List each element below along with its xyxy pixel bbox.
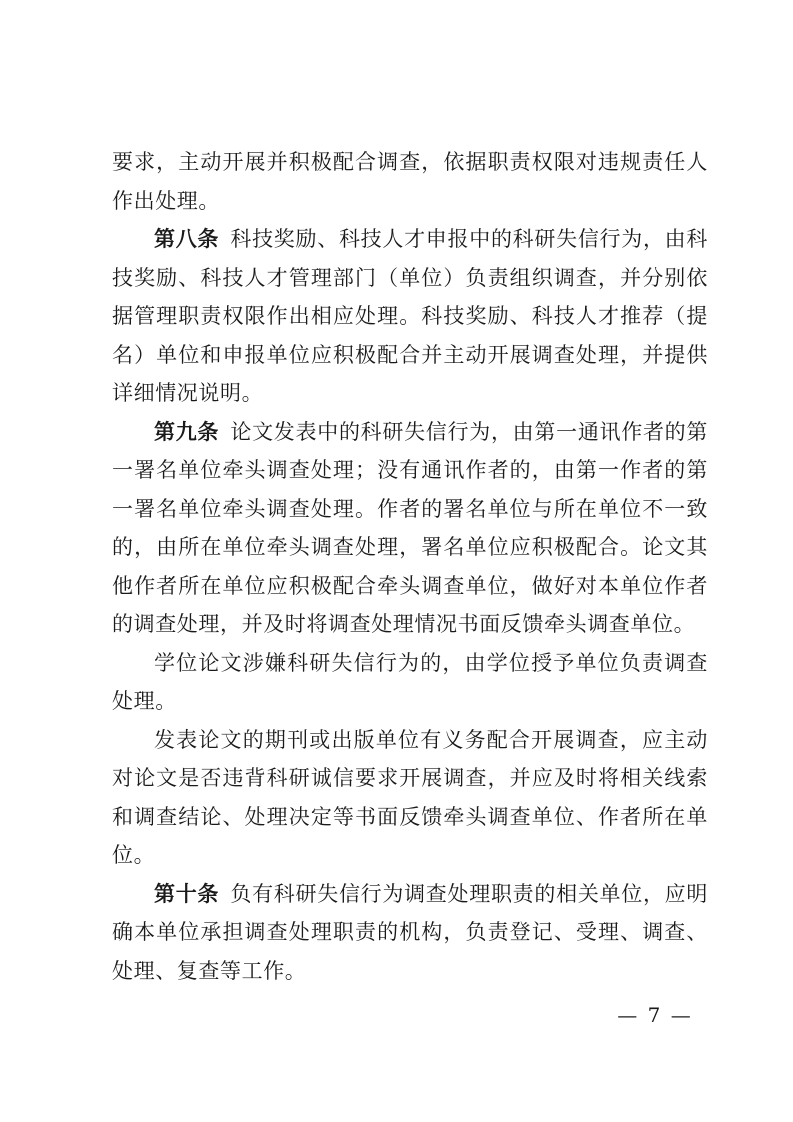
paragraph-text: 负有科研失信行为调查处理职责的相关单位，应明确本单位承担调查处理职责的机构，负责登记、受理、调查、处理、复查等工作。 <box>112 881 708 983</box>
paragraph-text: 论文发表中的科研失信行为，由第一通讯作者的第一署名单位牵头调查处理；没有通讯作者的，由第一作者的第一署名单位牵头调查处理。作者的署名单位与所在单位不一致的，由所在单位牵头调查处理，署名单位应积极配合。论文其他作者所在单位应积极配合牵头调查单位，做好对本单位作者的调查处理，并及时将调查处理情况书面反馈牵头调查单位。 <box>112 419 708 636</box>
article-8-paragraph <box>112 220 708 413</box>
continuation-paragraph <box>112 143 708 220</box>
article-9-paragraph <box>112 413 708 644</box>
degree-thesis-paragraph <box>112 644 708 721</box>
article-10-paragraph <box>112 875 708 991</box>
article-8-heading: 第八条 <box>154 226 231 251</box>
page-number: — 7 — <box>617 1003 693 1027</box>
paragraph-text: 发表论文的期刊或出版单位有义务配合开展调查，应主动对论文是否违背科研诚信要求开展调查，并应及时将相关线索和调查结论、处理决定等书面反馈牵头调查单位、作者所在单位。 <box>112 727 708 867</box>
paragraph-text: 要求，主动开展并积极配合调查，依据职责权限对违规责任人作出处理。 <box>112 150 708 213</box>
article-10-heading: 第十条 <box>154 880 231 906</box>
article-9-heading: 第九条 <box>154 418 231 444</box>
paragraph-text: 科技奖励、科技人才申报中的科研失信行为，由科技奖励、科技人才管理部门（单位）负责组织调查，并分别依据管理职责权限作出相应处理。科技奖励、科技人才推荐（提名）单位和申报单位应积极配合并主动开展调查处理，并提供详细情况说明。 <box>112 227 708 405</box>
document-body <box>112 143 708 990</box>
paragraph-text: 学位论文涉嫌科研失信行为的，由学位授予单位负责调查处理。 <box>112 650 708 713</box>
journals-paragraph <box>112 721 708 875</box>
